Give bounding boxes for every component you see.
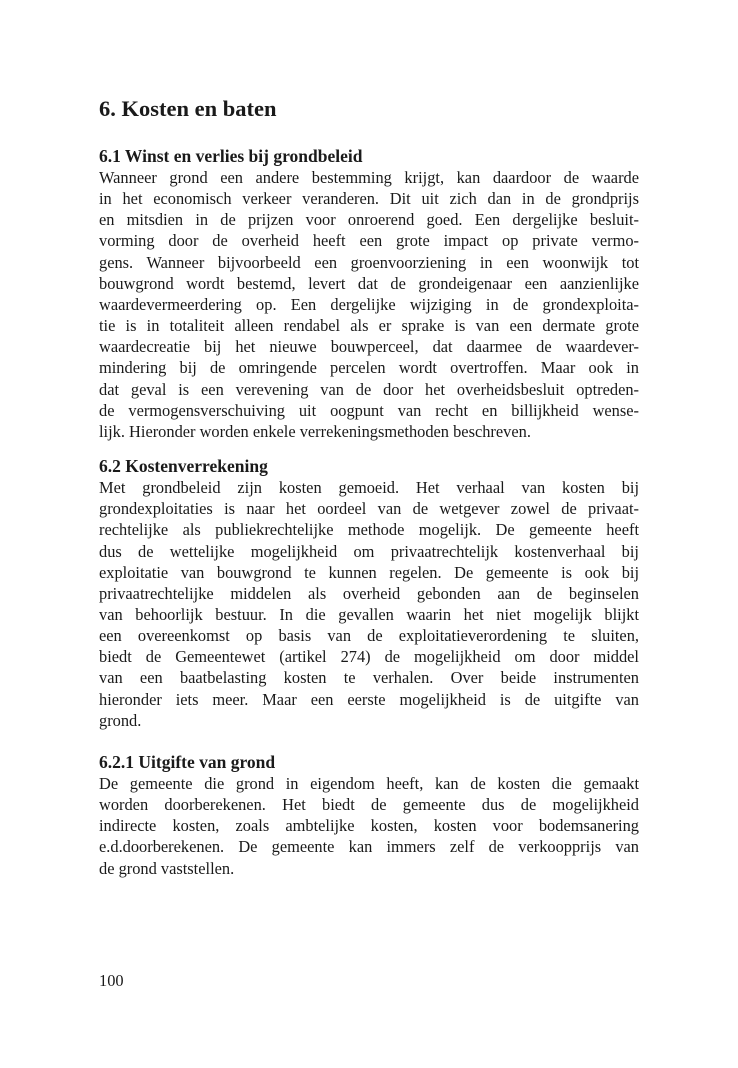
- text-line: indirecte kosten, zoals ambtelijke kosten, kosten voor bodemsanering: [99, 816, 639, 836]
- page-number: 100: [99, 971, 124, 990]
- text-line: exploitatie van bouwgrond te kunnen regelen. De gemeente is ook bij: [99, 562, 639, 582]
- text-line: De gemeente die grond in eigendom heeft, kan de kosten die gemaakt: [99, 773, 639, 793]
- text-line: waardecreatie bij het nieuwe bouwperceel, dat daarmee de waardever-: [99, 337, 639, 357]
- section-6-2-1-paragraph: [99, 773, 639, 879]
- text-line: in het economisch verkeer veranderen. Dit uit zich dan in de grondprijs: [99, 189, 639, 209]
- text-line: biedt de Gemeentewet (artikel 274) de mogelijkheid om door middel: [99, 647, 639, 667]
- text-line: de grond vaststellen.: [99, 858, 235, 878]
- page-body: [99, 94, 639, 879]
- text-line: grond.: [99, 710, 142, 730]
- text-line: privaatrechtelijke middelen als overheid gebonden aan de beginselen: [99, 583, 639, 603]
- text-line: e.d.doorberekenen. De gemeente kan immers zelf de verkoopprijs van: [99, 837, 639, 857]
- text-line: vorming door de overheid heeft een grote impact op private vermo-: [99, 231, 639, 251]
- text-line: gens. Wanneer bijvoorbeeld een groenvoorziening in een woonwijk tot: [99, 252, 639, 272]
- text-line: hieronder iets meer. Maar een eerste mogelijkheid is de uitgifte van: [99, 689, 639, 709]
- section-6-1-paragraph: [99, 167, 639, 442]
- text-line: de vermogensverschuiving uit oogpunt van recht en billijkheid wense-: [99, 400, 639, 420]
- chapter-title: 6. Kosten en baten: [99, 96, 277, 121]
- section-6-2-paragraph: [99, 477, 639, 731]
- text-line: tie is in totaliteit alleen rendabel als er sprake is van een dermate grote: [99, 316, 639, 336]
- text-line: Wanneer grond een andere bestemming krijgt, kan daardoor de waarde: [99, 168, 639, 187]
- text-line: dus de wettelijke mogelijkheid om privaatrechtelijk kostenverhaal bij: [99, 541, 639, 561]
- section-heading-6-2: 6.2 Kostenverrekening: [99, 456, 268, 477]
- text-line: Met grondbeleid zijn kosten gemoeid. Het verhaal van kosten bij: [99, 478, 639, 498]
- text-line: een overeenkomst op basis van de exploitatieverordening te sluiten,: [99, 626, 639, 646]
- text-line: van een baatbelasting kosten te verhalen. Over beide instrumenten: [99, 668, 639, 688]
- section-heading-6-2-1: 6.2.1 Uitgifte van grond: [99, 751, 276, 772]
- text-line: waardevermeerdering op. Een dergelijke wijziging in de grondexploita-: [99, 294, 639, 314]
- section-heading-6-1: 6.1 Winst en verlies bij grondbeleid: [99, 146, 363, 166]
- text-line: en mitsdien in de prijzen voor onroerend goed. Een dergelijke besluit-: [99, 210, 639, 230]
- text-line: grondexploitaties is naar het oordeel van de wetgever zowel de privaat-: [99, 499, 639, 519]
- text-line: mindering bij de omringende percelen wordt overtroffen. Maar ook in: [99, 358, 639, 378]
- text-line: dat geval is een verevening van de door het overheidsbesluit optreden-: [99, 379, 639, 399]
- text-line: bouwgrond wordt bestemd, levert dat de grondeigenaar een aanzienlijke: [99, 273, 639, 293]
- text-line: van behoorlijk bestuur. In die gevallen waarin het niet mogelijk blijkt: [99, 604, 639, 624]
- text-line: worden doorberekenen. Het biedt de gemeente dus de mogelijkheid: [99, 795, 639, 815]
- text-line: rechtelijke als publiekrechtelijke methode mogelijk. De gemeente heeft: [99, 520, 639, 540]
- text-line: lijk. Hieronder worden enkele verrekeningsmethoden beschreven.: [99, 421, 531, 441]
